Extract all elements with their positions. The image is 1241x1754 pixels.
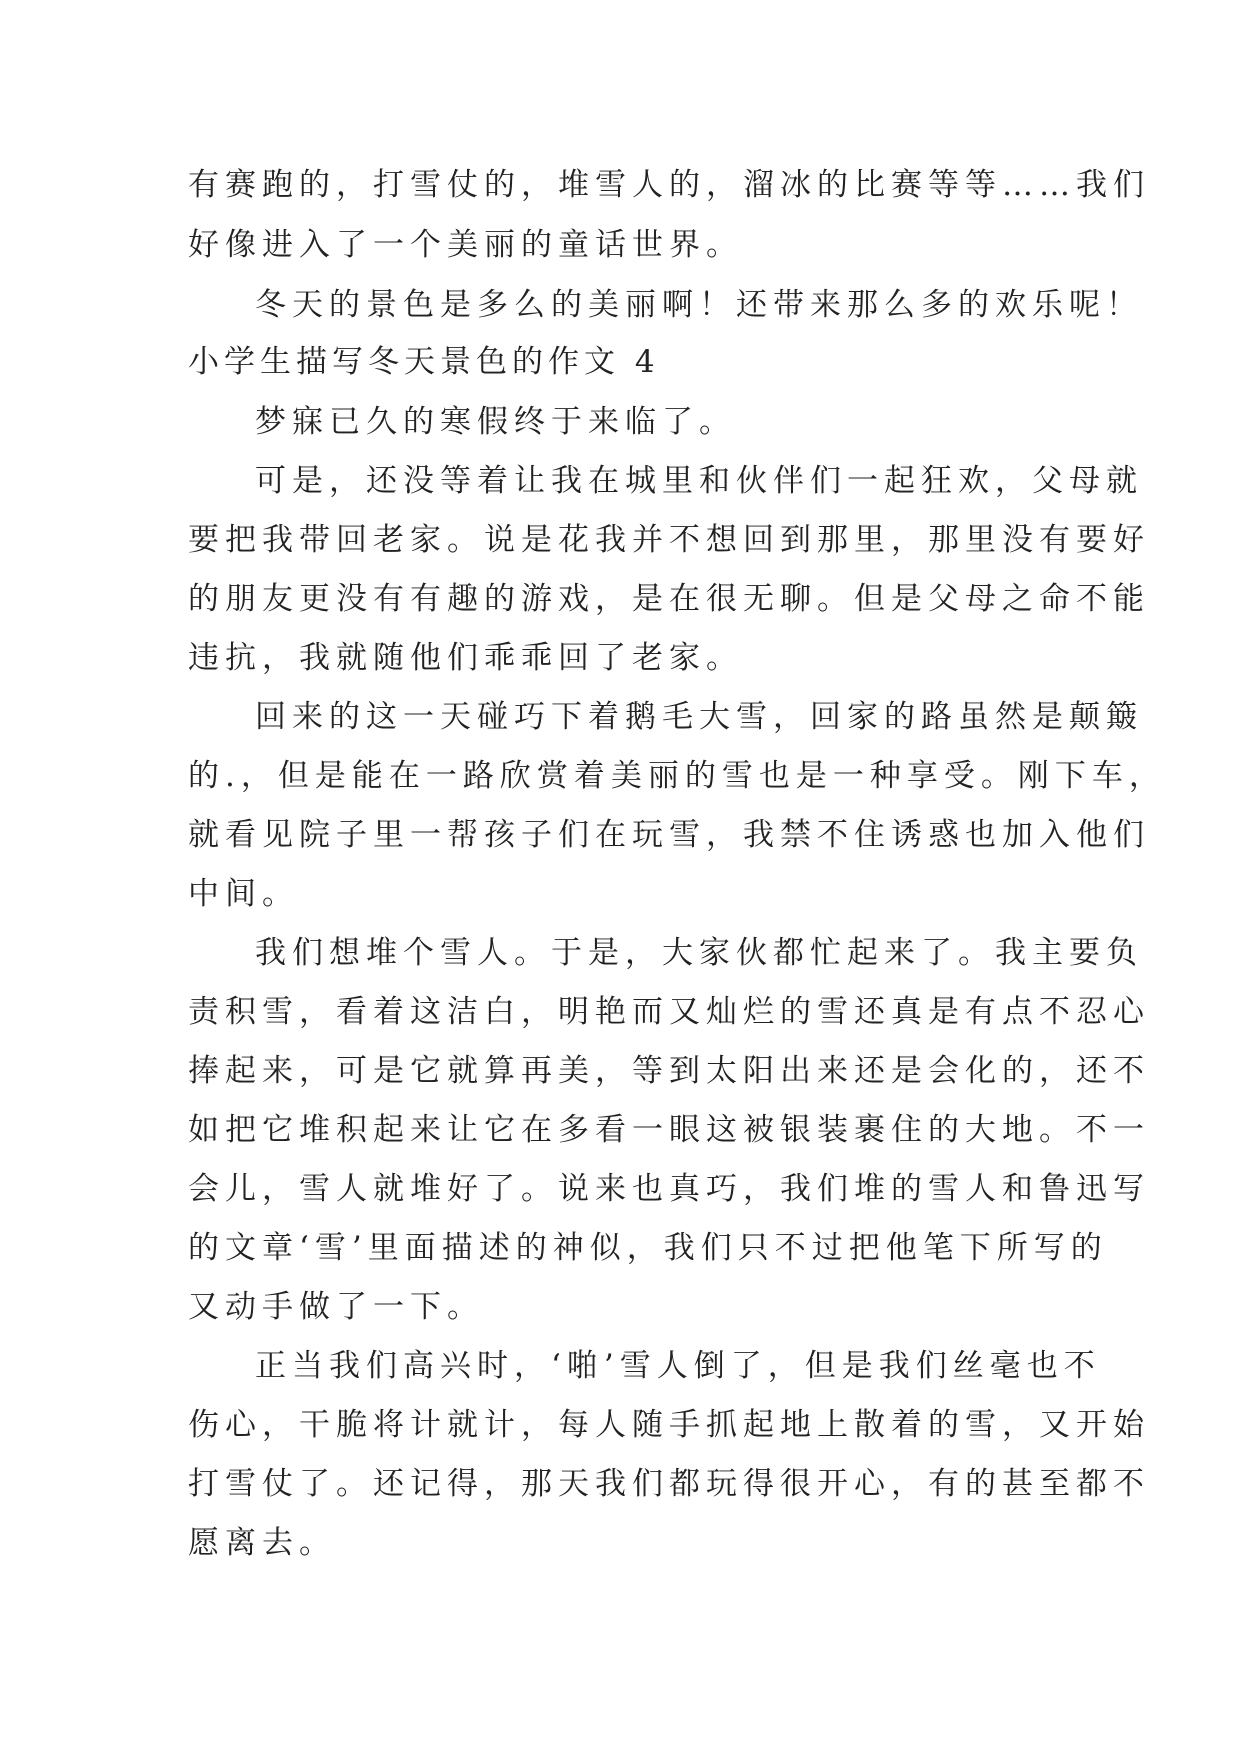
text-line: 的.，但是能在一路欣赏着美丽的雪也是一种享受。刚下车， [188, 758, 1166, 794]
text-line: 违抗，我就随他们乖乖回了老家。 [188, 640, 743, 676]
text-line: 要把我带回老家。说是花我并不想回到那里，那里没有要好 [188, 522, 1150, 558]
text-line: 打雪仗了。还记得，那天我们都玩得很开心，有的甚至都不 [188, 1466, 1150, 1502]
text-line: 有赛跑的，打雪仗的，堆雪人的，溜冰的比赛等等……我们 [188, 167, 1150, 203]
text-line: 会儿，雪人就堆好了。说来也真巧，我们堆的雪人和鲁迅写 [188, 1171, 1150, 1207]
text-line: 中间。 [188, 876, 299, 912]
text-line: 的朋友更没有有趣的游戏，是在很无聊。但是父母之命不能 [188, 581, 1150, 617]
paragraph-first-line: 我们想堆个雪人。于是，大家伙都忙起来了。我主要负 [255, 935, 1143, 971]
text-line: 的文章‘雪’里面描述的神似，我们只不过把他笔下所写的 [188, 1230, 1108, 1266]
text-line: 又动手做了一下。 [188, 1289, 484, 1325]
text-line: 好像进入了一个美丽的童话世界。 [188, 227, 743, 263]
paragraph-first-line: 可是，还没等着让我在城里和伙伴们一起狂欢，父母就 [255, 463, 1143, 499]
text-line: 责积雪，看着这洁白，明艳而又灿烂的雪还真是有点不忍心 [188, 994, 1150, 1030]
section-heading: 小学生描写冬天景色的作文 4 [188, 344, 660, 380]
text-line: 捧起来，可是它就算再美，等到太阳出来还是会化的，还不 [188, 1053, 1150, 1089]
paragraph-first-line: 正当我们高兴时，‘啪’雪人倒了，但是我们丝毫也不 [255, 1348, 1101, 1384]
text-line: 伤心，干脆将计就计，每人随手抓起地上散着的雪，又开始 [188, 1407, 1150, 1443]
paragraph-first-line: 回来的这一天碰巧下着鹅毛大雪，回家的路虽然是颠簸 [255, 699, 1143, 735]
text-line: 愿离去。 [188, 1525, 336, 1561]
paragraph-first-line: 冬天的景色是多么的美丽啊！还带来那么多的欢乐呢！ [255, 287, 1143, 323]
paragraph-first-line: 梦寐已久的寒假终于来临了。 [255, 404, 736, 440]
text-line: 如把它堆积起来让它在多看一眼这被银装裹住的大地。不一 [188, 1112, 1150, 1148]
text-line: 就看见院子里一帮孩子们在玩雪，我禁不住诱惑也加入他们 [188, 817, 1150, 853]
